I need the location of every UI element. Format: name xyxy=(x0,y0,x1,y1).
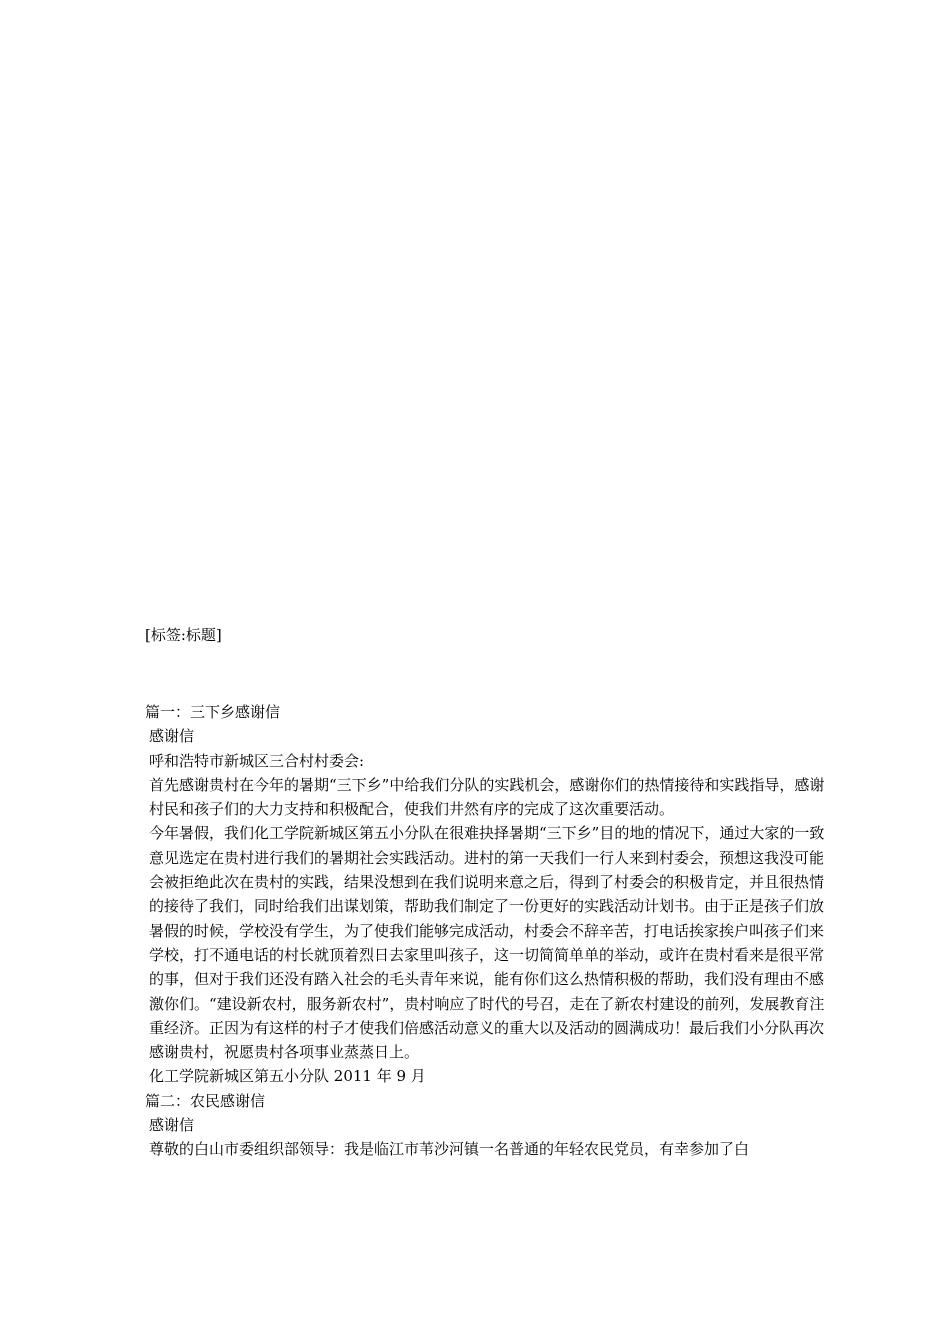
article2-paragraph-1: 尊敬的白山市委组织部领导：我是临江市苇沙河镇一名普通的年轻农民党员，有幸参加了白 xyxy=(149,1140,750,1159)
article1-heading: 篇一：三下乡感谢信 xyxy=(145,703,281,721)
article1-salutation: 呼和浩特市新城区三合村村委会: xyxy=(149,751,365,770)
article2-title: 感谢信 xyxy=(149,1116,195,1135)
article1-paragraph-1: 首先感谢贵村在今年的暑期“三下乡”中给我们分队的实践机会，感谢你们的热情接待和实践指导，感谢村民和孩子们的大力支持和积极配合，使我们井然有序的完成了这次重要活动。 xyxy=(149,775,825,819)
article2-heading: 篇二：农民感谢信 xyxy=(145,1091,266,1110)
article1-paragraph-2: 今年暑假，我们化工学院新城区第五小分队在很难抉择暑期“三下乡”目的地的情况下，通过大家的一致意见选定在贵村进行我们的暑期社会实践活动。进村的第一天我们一行人来到村委会，预想这我没可能会被拒绝此次在贵村的实践，结果没想到在我们说明来意之后，得到了村委会的积极肯定，并且很热情的接待了我们，同时给我们出谋划策，帮助我们制定了一份更好的实践活动计划书。由于正是孩子们放暑假的时候，学校没有学生，为了使我们能够完成活动，村委会不辞辛苦，打电话挨家挨户叫孩子们来学校，打不通电话的村长就顶着烈日去家里叫孩子，这一切简简单单的举动，或许在贵村看来是很平常的事，但对于我们还没有踏入社会的毛头青年来说，能有你们这么热情积极的帮助，我们没有理由不感激你们。“建设新农村，服务新农村”，贵村响应了时代的号召，走在了新农村建设的前列，发展教育注重经济。正因为有这样的村子才使我们倍感活动意义的重大以及活动的圆满成功！最后我们小分队再次感谢贵村，祝愿贵村各项事业蒸蒸日上。 xyxy=(149,824,825,1062)
document-body xyxy=(145,700,825,1162)
tag-label: [标签:标题] xyxy=(145,626,222,644)
article1-title: 感谢信 xyxy=(149,727,195,746)
article1-signature: 化工学院新城区第五小分队 2011 年 9 月 xyxy=(149,1067,426,1086)
